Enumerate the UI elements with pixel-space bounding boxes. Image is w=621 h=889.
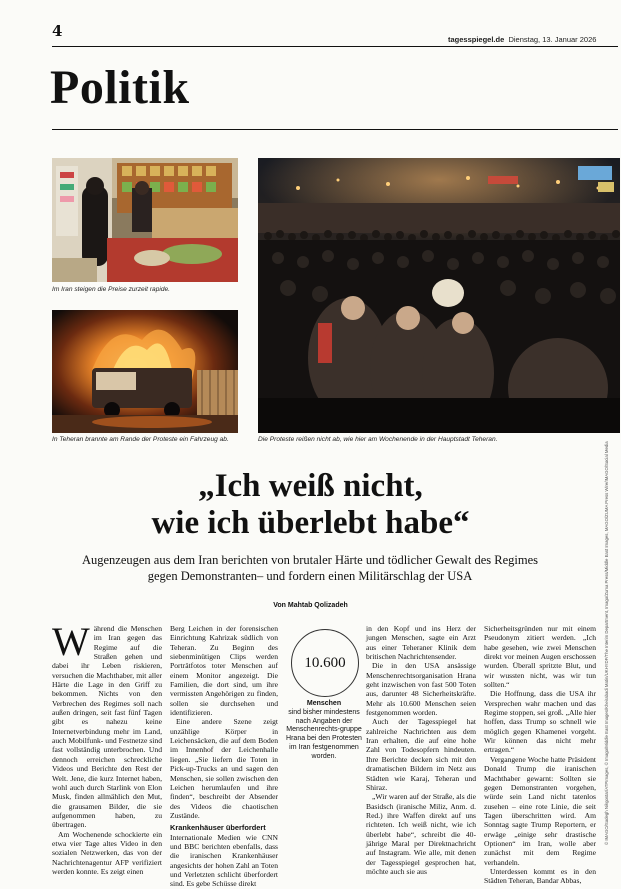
stat-circle bbox=[291, 629, 359, 697]
shop-photo-caption: Im Iran steigen die Preise zurzeit rapide. bbox=[52, 286, 171, 293]
fire-photo bbox=[52, 310, 238, 433]
paragraph: Unterdessen kommt es in den Städten Teheran, Bandar Abbas, bbox=[484, 866, 596, 886]
dropcap: W bbox=[52, 619, 90, 664]
headline-line-1: „Ich weiß nicht, bbox=[198, 468, 423, 504]
crowd-photo-caption: Die Proteste reißen nicht ab, wie hier am Wochenende in der Hauptstadt Teheran. bbox=[258, 436, 498, 443]
stat-label-bold: Menschen bbox=[306, 700, 342, 707]
header-rule bbox=[52, 46, 618, 47]
headline-line-2: wie ich überlebt habe“ bbox=[151, 505, 470, 541]
publication-name: tagesspiegel.de bbox=[448, 35, 505, 44]
photo-credit-text: © IMAGO/Sadegh Nikgostar/ATPImages, © Imago/Middle East Images/Kheirabadi Matin/UKHYDF/The Interim Department, Imago/Zuma Press/Middle East Images, MAGO/ZUMA Press Wire/IMAGO/Social Media bbox=[604, 441, 609, 845]
paragraph: Sicherheitsgründen nur mit einem Pseudonym zitiert werden. „Ich habe gesehen, wie zwei Menschen direkt vor meinen Augen erschossen wurden. Überall spritzte Blut, und wir wussten nicht, was wir tun sollten.“ bbox=[484, 624, 596, 690]
article-column-2 bbox=[170, 624, 278, 889]
article-column-3 bbox=[366, 624, 476, 876]
article-deck: Augenzeugen aus dem Iran berichten von brutaler Härte und tödlicher Gewalt des Regimes gegen Demonstranten– und fordern einen Militärschlag der USA bbox=[81, 553, 539, 583]
paragraph: Auch der Tagesspiegel hat zahlreiche Nachrichten aus dem Iran erhalten, die auf eine hohe Zahl von Todesopfern hindeuten. Ihre Berichte decken sich mit den dramatischen Bildern im Netz aus Städten wie Karaj, Teheran und Shiraz. bbox=[366, 717, 476, 792]
fire-photo-caption: In Teheran brannte am Rande der Proteste ein Fahrzeug ab. bbox=[52, 436, 229, 443]
paragraph: Vergangene Woche hatte Präsident Donald Trump die iranischen Machthaber gewarnt: Sollten sie gegen Demonstranten vorgehen, würde sein Land nicht tatenlos zusehen – eine rote Linie, die seit Tagen überschritten wird. Am Sonntag sagte Trump Reportern, er erwäge „einige sehr drastische Optionen“ im Iran, wolle aber zunächst mit dem Regime verhandeln. bbox=[484, 754, 596, 867]
paragraph: Die in den USA ansässige Menschenrechtsorganisation Hrana geht inzwischen von fast 500 Toten aus, darunter 48 Sicherheitskräfte. Mehr als 10.600 Menschen seien festgenommen worden. bbox=[366, 661, 476, 718]
article-byline: Von Mahtab Qolizadeh bbox=[273, 602, 348, 609]
article-column-4 bbox=[484, 624, 596, 886]
paragraph: „Wir waren auf der Straße, als die Basidsch (iranische Miliz, Anm. d. Red.) ihre Waffen direkt auf uns richteten. Ich weiß nicht, wie ich überlebt habe“, schreibt die 40-jährige Maral per Direktnachricht auf Instagram. Wie alle, mit denen der Tagesspiegel gesprochen hat, möchte auch sie aus bbox=[366, 792, 476, 876]
stat-number: 10.600 bbox=[304, 654, 346, 671]
photo-credit bbox=[604, 441, 613, 845]
stat-label-text: sind bisher mindestens nach Angaben der Menschenrechts-gruppe Hrana bei den Protesten im Iran festgenommen worden. bbox=[286, 708, 362, 760]
paragraph: Berg Leichen in der forensischen Einrichtung Kahrizak südlich von Teheran. Zu Beginn des siebenminütigen Clips werden Porträtfotos toter Menschen auf einem Monitor angezeigt. Die Familien, die dort sind, um ihre vermissten Angehörigen zu finden, sollen sie durchsehen und identifizieren. bbox=[170, 624, 278, 718]
shop-photo bbox=[52, 158, 238, 282]
stat-label bbox=[284, 700, 364, 762]
issue-date: Dienstag, 13. Januar 2026 bbox=[508, 35, 597, 44]
paragraph: Internationale Medien wie CNN und BBC berichten ebenfalls, dass die iranischen Krankenhäuser angesichts der hohen Zahl an Toten und Verletzten schlicht überfordert sind. Es gebe Schüsse direkt bbox=[170, 832, 278, 889]
paragraph: ährend die Menschen im Iran gegen das Regime auf die Straßen gehen und dabei ihr Leben riskieren, versuchen die Machthaber, mit aller Härte die Lage in den Griff zu bekommen. Nichts von den Verbrechen des Regimes soll nach außen dringen, seit fast fünf Tagen gibt es nahezu keine Internetverbindung mehr im Land, auch Mobilfunk- und Festnetze sind fast vollständig unterbrochen. Und dennoch erreichen schreckliche Videos und Berichte den Rest der Welt. Jene, die kurz Internet haben, wohl auch durch Starlink von Elon Musk, finden allmählich den Mut, die grausamen Bilder, die sie aufgenommen haben, zu übertragen. bbox=[52, 624, 162, 830]
article-headline bbox=[0, 468, 621, 542]
paragraph: Eine andere Szene zeigt unzählige Körper in Leichensäcken, die auf dem Boden im Innenhof der Leichenhalle liegen. „Sie liefern die Toten in Pick-up-Trucks an und sagen den Menschen, sie sollen zwischen den Leichen herumlaufen und ihre finden“, beschreibt der Absender des Videos die chaotischen Zustände. bbox=[170, 717, 278, 820]
article-column-1 bbox=[52, 619, 162, 876]
article-subheading: Krankenhäuser überfordert bbox=[170, 823, 266, 833]
section-rule bbox=[52, 129, 618, 130]
paragraph: Die Hoffnung, dass die USA ihr Versprechen wahr machen und das Regime stoppen, sei groß. „Alle hier hoffen, dass Trump so schnell wie möglich gegen Khamenei vorgeht. Wir können das nicht mehr ertragen.“ bbox=[484, 689, 596, 755]
crowd-photo bbox=[258, 158, 620, 433]
paragraph: in den Kopf und ins Herz der jungen Menschen, sagte ein Arzt aus einer Teheraner Klinik dem britischen Nachrichtensender. bbox=[366, 624, 476, 662]
publication-info bbox=[448, 35, 596, 44]
paragraph: Am Wochenende schockierte ein etwa vier Tage altes Video in den sozialen Netzwerken, das von der Nachrichtenagentur AFP verifiziert werden konnte. Es zeigt einen bbox=[52, 829, 162, 876]
section-title: Politik bbox=[50, 61, 190, 114]
page-number: 4 bbox=[52, 22, 63, 40]
